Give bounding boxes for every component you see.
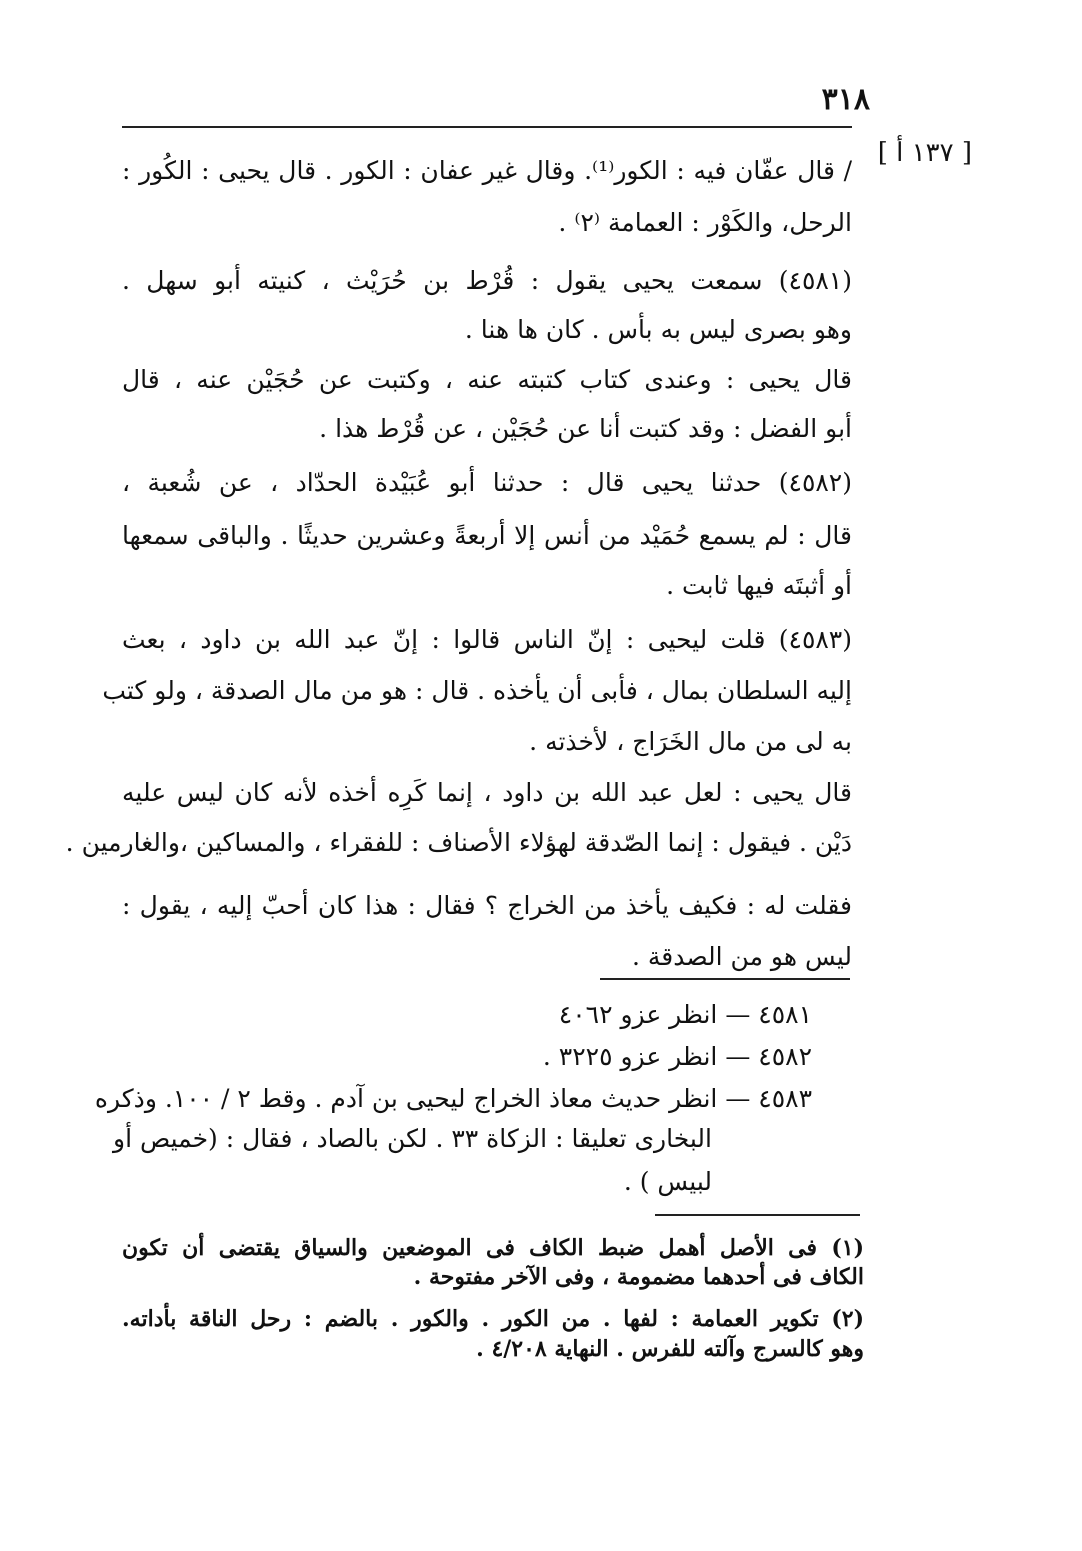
reference-line: البخارى تعليقا : الزكاة ٣٣ . لكن بالصاد ، فقال : (خميص أو <box>113 1124 712 1153</box>
body-line: قال يحيى : وعندى كتاب كتبته عنه ، وكتبت عن حُجَيْن عنه ، قال <box>122 365 852 394</box>
reference-line: ٤٥٨٢ — انظر عزو ٣٢٢٥ . <box>542 1042 812 1071</box>
footnote-line: الكاف فى أحدهما مضمومة ، وفى الآخر مفتوحة . <box>413 1264 864 1290</box>
page-number: ٣١٨ <box>821 82 870 117</box>
body-line: قال يحيى : لعل عبد الله بن داود ، إنما كَرِه أخذه لأنه كان ليس عليه <box>122 778 852 807</box>
body-line: به لى من مال الخَرَاج ، لأخذته . <box>529 727 852 756</box>
manuscript-folio-ref: [ ١٣٧ أ ] <box>877 138 972 168</box>
header-rule <box>122 126 852 128</box>
body-line: قال : لم يسمع حُمَيْد من أنس إلا أربعةً وعشرين حديثًا . والباقى سمعها <box>122 521 852 550</box>
body-line: دَيْن . فيقول : إنما الصّدقة لهؤلاء الأصناف : للفقراء ، والمساكين ،والغارمين . <box>65 828 852 857</box>
footnote-line: (٢) تكوير العمامة : لفها . من الكور . والكور . بالضم : رحل الناقة بأداته. <box>122 1306 864 1332</box>
reference-line: ٤٥٨١ — انظر عزو ٤٠٦٢ <box>558 1000 812 1029</box>
body-line: / قال عفّان فيه : الكور⁽¹⁾. وقال غير عفان : الكور . قال يحيى : الكُور : <box>122 156 853 185</box>
body-line: (٤٥٨٣) قلت ليحيى : إنّ الناس قالوا : إنّ عبد الله بن داود ، بعث <box>122 625 852 654</box>
footnote-line: وهو كالسرج وآلته للفرس . النهاية ٤/٢٠٨ . <box>476 1336 864 1362</box>
body-line: وهو بصرى ليس به بأس . كان ها هنا . <box>464 315 852 344</box>
footnote-line: (١) فى الأصل أهمل ضبط الكاف فى الموضعين والسياق يقتضى أن تكون <box>122 1235 864 1261</box>
body-line: الرحل، والكَوْر : العمامة ⁽٢⁾ . <box>558 208 852 237</box>
body-line: أبو الفضل : وقد كتبت أنا عن حُجَيْن ، عن قُرْط هذا . <box>319 414 852 443</box>
body-line: (٤٥٨٢) حدثنا يحيى قال : حدثنا أبو عُبَيْدة الحدّاد ، عن شُعبة ، <box>122 468 852 497</box>
reference-line: ٤٥٨٣ — انظر حديث معاذ الخراج ليحيى بن آدم . وقط ٢ / ١٠٠. وذكره <box>94 1084 812 1113</box>
body-line: إليه السلطان بمال ، فأبى أن يأخذه . قال : هو من مال الصدقة ، ولو كتب <box>102 676 852 705</box>
body-line: ليس هو من الصدقة . <box>631 942 852 971</box>
body-separator <box>600 978 850 980</box>
body-line: أو أثبتَه فيها ثابت . <box>666 571 852 600</box>
body-line: (٤٥٨١) سمعت يحيى يقول : قُرْط بن حُرَيْث ، كنيته أبو سهل . <box>122 266 852 295</box>
reference-line: لبيس ) . <box>623 1167 712 1196</box>
footnote-separator <box>655 1214 860 1216</box>
body-line: فقلت له : فكيف يأخذ من الخراج ؟ فقال : هذا كان أحبّ إليه ، يقول : <box>122 891 852 920</box>
